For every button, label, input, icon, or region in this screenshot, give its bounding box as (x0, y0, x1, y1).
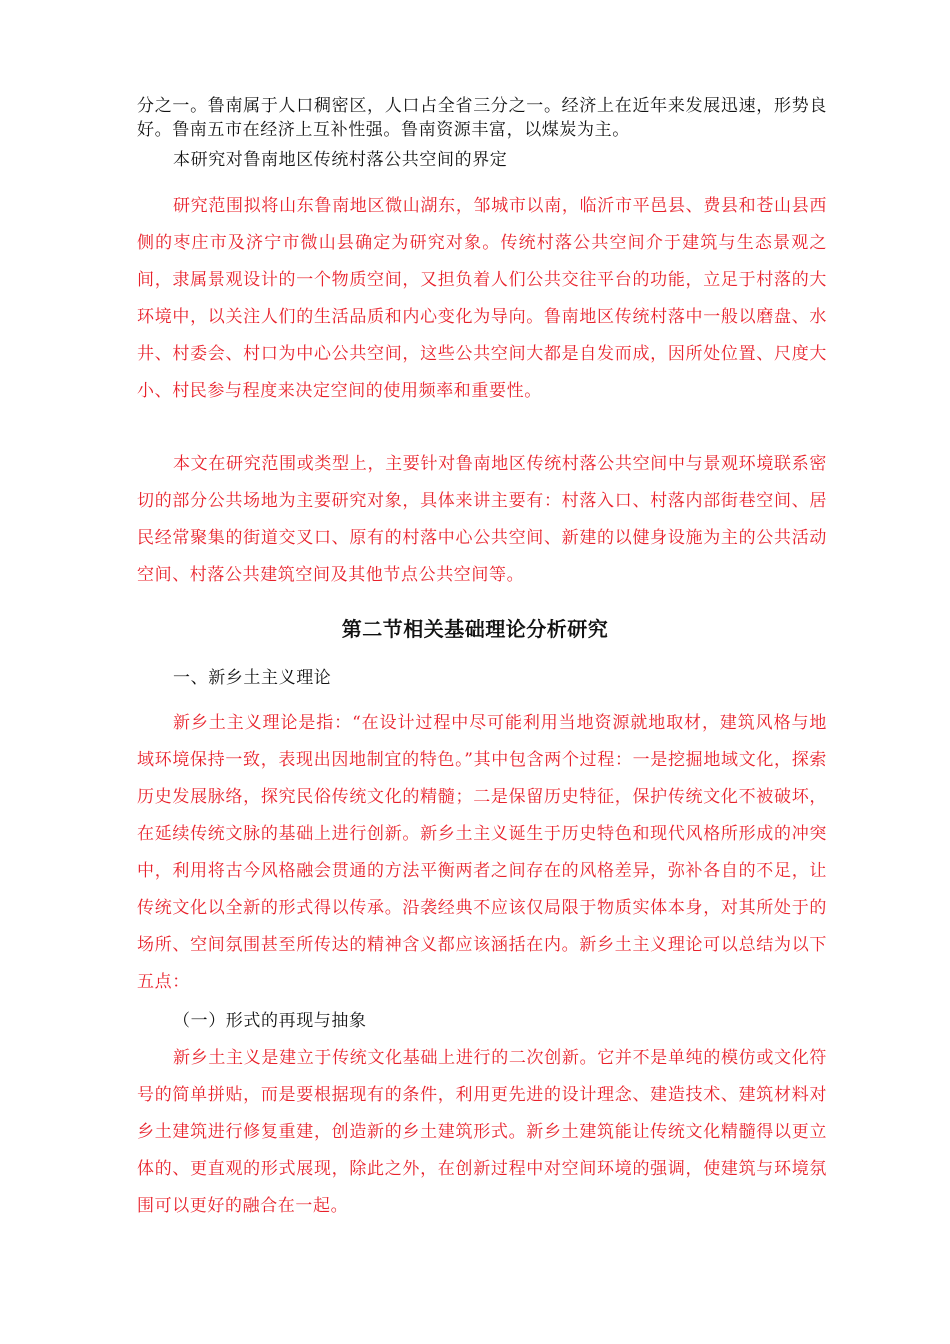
section-title: 第二节相关基础理论分析研究 (341, 617, 609, 641)
focus-paragraph: 本文在研究范围或类型上，主要针对鲁南地区传统村落公共空间中与景观环境联系密切的部分公共场地为主要研究对象，具体来讲主要有：村落入口、村落内部街巷空间、居民经常聚集的街道交叉口、原有的村落中心公共空间、新建的以健身设施为主的公共活动空间、村落公共建筑空间及其他节点公共空间等。 (137, 454, 827, 585)
point-title: （一）形式的再现与抽象 (173, 1011, 367, 1031)
definition-heading: 本研究对鲁南地区传统村落公共空间的界定 (173, 150, 508, 170)
point-paragraph: 新乡土主义是建立于传统文化基础上进行的二次创新。它并不是单纯的模仿或文化符号的简单拼贴，而是要根据现有的条件，利用更先进的设计理念、建造技术、建筑材料对乡土建筑进行修复重建，创造新的乡土建筑形式。新乡土建筑能让传统文化精髓得以更立体的、更直观的形式展现，除此之外，在创新过程中对空间环境的强调，使建筑与环境氛围可以更好的融合在一起。 (137, 1048, 827, 1216)
theory-paragraph: 新乡土主义理论是指：“在设计过程中尽可能利用当地资源就地取材，建筑风格与地域环境保持一致，表现出因地制宜的特色。”其中包含两个过程：一是挖掘地域文化，探索历史发展脉络，探究民俗传统文化的精髓；二是保留历史特征，保护传统文化不被破坏，在延续传统文脉的基础上进行创新。新乡土主义诞生于历史特色和现代风格所形成的冲突中，利用将古今风格融会贯通的方法平衡两者之间存在的风格差异，弥补各自的不足，让传统文化以全新的形式得以传承。沿袭经典不应该仅局限于物质实体本身，对其所处于的场所、空间氛围甚至所传达的精神含义都应该涵括在内。新乡土主义理论可以总结为以下五点： (137, 713, 827, 992)
intro-paragraph: 分之一。鲁南属于人口稠密区，人口占全省三分之一。经济上在近年来发展迅速，形势良好。鲁南五市在经济上互补性强。鲁南资源丰富，以煤炭为主。 (137, 96, 827, 140)
scope-paragraph: 研究范围拟将山东鲁南地区微山湖东，邹城市以南，临沂市平邑县、费县和苍山县西侧的枣庄市及济宁市微山县确定为研究对象。传统村落公共空间介于建筑与生态景观之间，隶属景观设计的一个物质空间，又担负着人们公共交往平台的功能，立足于村落的大环境中，以关注人们的生活品质和内心变化为导向。鲁南地区传统村落中一般以磨盘、水井、村委会、村口为中心公共空间，这些公共空间大都是自发而成，因所处位置、尺度大小、村民参与程度来决定空间的使用频率和重要性。 (137, 196, 827, 401)
subsection-title: 一、新乡土主义理论 (173, 668, 332, 688)
